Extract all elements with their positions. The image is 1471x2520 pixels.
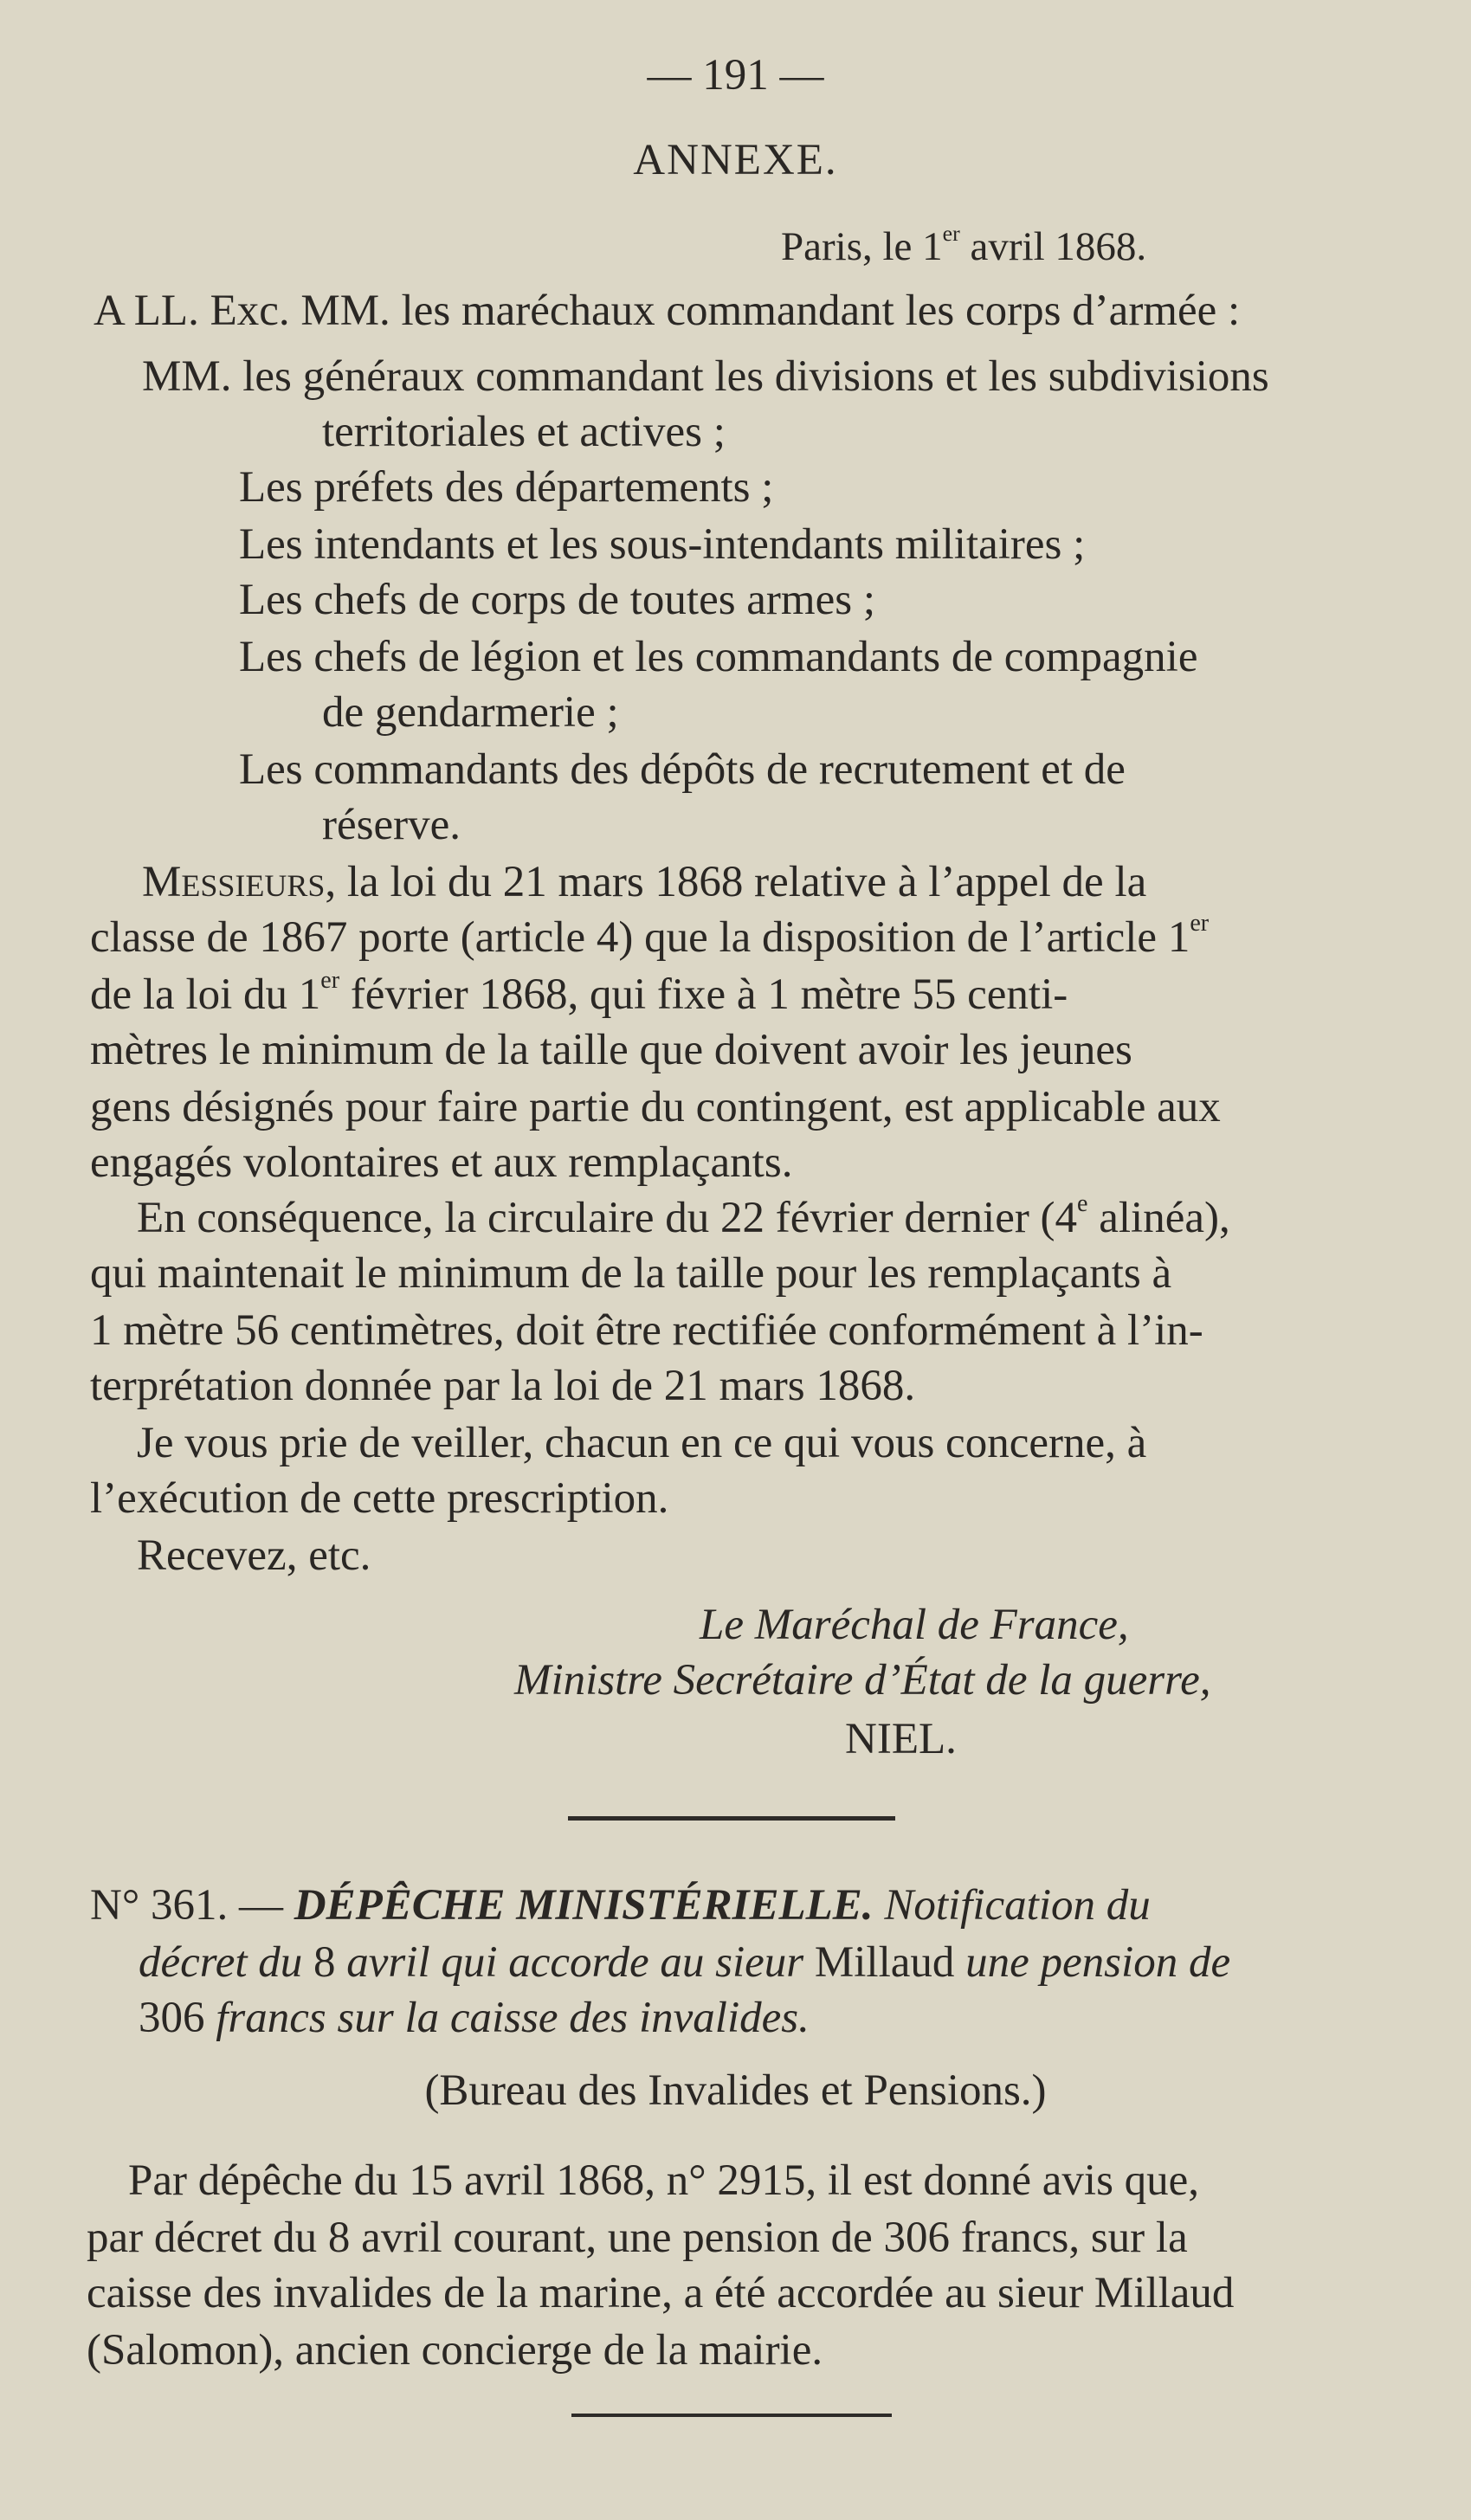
- signature-title: Ministre Secrétaire d’État de la guerre,: [514, 1656, 1211, 1705]
- body-line: engagés volontaires et aux remplaçants.: [90, 1138, 793, 1187]
- body-line: l’exécution de cette prescription.: [90, 1474, 669, 1523]
- recipient-line: territoriales et actives ;: [322, 408, 726, 456]
- entry-body-line: (Salomon), ancien concierge de la mairie.: [87, 2326, 823, 2375]
- body-line: qui maintenait le minimum de la taille pour les remplaçants à: [90, 1249, 1172, 1298]
- recipient-line: Les intendants et les sous-intendants militaires ;: [239, 520, 1086, 569]
- recipient-line: réserve.: [322, 801, 461, 849]
- body-line: En conséquence, la circulaire du 22 février dernier (4e alinéa),: [137, 1190, 1230, 1242]
- signature-name: NIEL.: [845, 1715, 957, 1763]
- body-line: classe de 1867 porte (article 4) que la disposition de l’article 1er: [90, 910, 1210, 962]
- entry-heading-line: 306 francs sur la caisse des invalides.: [139, 1994, 810, 2042]
- annex-title: ANNEXE.: [633, 136, 838, 184]
- body-line: terprétation donnée par la loi de 21 mars 1868.: [90, 1362, 916, 1410]
- recipient-line: Les chefs de corps de toutes armes ;: [239, 576, 875, 624]
- entry-number: N° 361. —: [90, 1881, 283, 1930]
- circular-date: Paris, le 1er avril 1868.: [781, 221, 1147, 269]
- entry-body-line: Par dépêche du 15 avril 1868, n° 2915, il est donné avis que,: [128, 2156, 1200, 2205]
- page-number: — 191 —: [647, 51, 824, 100]
- section-divider: [568, 1816, 895, 1821]
- recipient-line: de gendarmerie ;: [322, 688, 619, 737]
- bureau-line: (Bureau des Invalides et Pensions.): [424, 2066, 1047, 2115]
- closing-line: Recevez, etc.: [137, 1531, 371, 1580]
- entry-heading: DÉPÊCHE MINISTÉRIELLE.: [294, 1881, 874, 1930]
- body-line: de la loi du 1er février 1868, qui fixe à 1 mètre 55 centi-: [90, 967, 1068, 1019]
- body-line: gens désignés pour faire partie du contingent, est applicable aux: [90, 1083, 1221, 1131]
- salutation: Messieurs: [142, 858, 326, 906]
- recipient-line: Les chefs de légion et les commandants de compagnie: [239, 633, 1198, 681]
- body-line: 1 mètre 56 centimètres, doit être rectifiée conformément à l’in-: [90, 1306, 1203, 1355]
- entry-body-line: caisse des invalides de la marine, a été accordée au sieur Millaud: [87, 2269, 1235, 2317]
- body-line: mètres le minimum de la taille que doivent avoir les jeunes: [90, 1026, 1132, 1074]
- recipient-line: Les commandants des dépôts de recrutement et de: [239, 745, 1126, 794]
- recipient-line: Les préfets des départements ;: [239, 463, 774, 512]
- address-lead: A LL. Exc. MM. les maréchaux commandant les corps d’armée :: [94, 287, 1241, 335]
- entry-heading-line: décret du 8 avril qui accorde au sieur Millaud une pension de: [139, 1938, 1231, 1987]
- body-line: Je vous prie de veiller, chacun en ce qui vous concerne, à: [137, 1419, 1147, 1467]
- signature-title: Le Maréchal de France,: [700, 1601, 1129, 1649]
- body-line: Messieurs, la loi du 21 mars 1868 relative à l’appel de la: [142, 858, 1147, 906]
- section-divider: [571, 2414, 892, 2417]
- entry-body-line: par décret du 8 avril courant, une pension de 306 francs, sur la: [87, 2214, 1188, 2262]
- entry-heading-line: N° 361. — DÉPÊCHE MINISTÉRIELLE. Notification du: [90, 1881, 1151, 1930]
- recipient-line: MM. les généraux commandant les divisions et les subdivisions: [142, 352, 1269, 401]
